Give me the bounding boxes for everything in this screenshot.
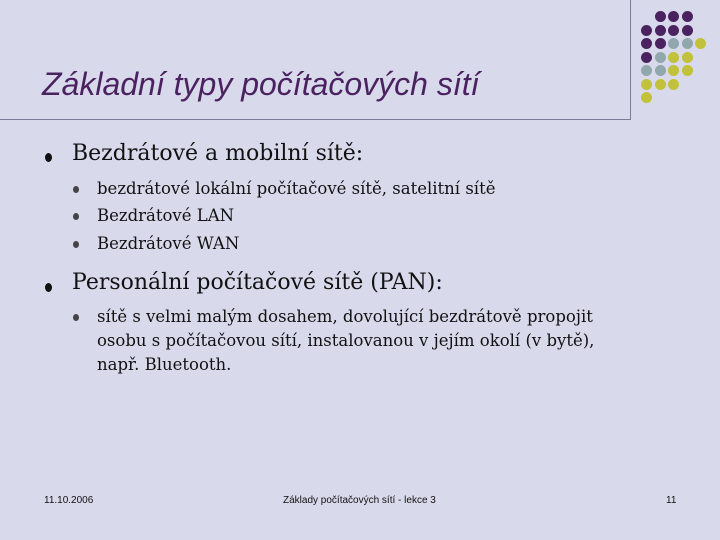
vertical-rule (630, 0, 631, 120)
footer-title: Základy počítačových sítí - lekce 3 (283, 495, 436, 506)
bullet-icon (45, 153, 52, 162)
sub-bullet-icon (73, 186, 79, 193)
list-item: Bezdrátové LAN (97, 206, 235, 225)
decorative-dot (668, 79, 679, 90)
list-item-line: sítě s velmi malým dosahem, dovolující bezdrátově propojit (97, 307, 593, 326)
decorative-dot (641, 52, 652, 63)
title-divider (0, 119, 630, 120)
decorative-dot (655, 25, 666, 36)
decorative-dot (682, 38, 693, 49)
decorative-dot (641, 25, 652, 36)
sub-bullet-icon (73, 314, 79, 321)
page-number: 11 (666, 495, 677, 506)
slide-title: Základní typy počítačových sítí (42, 66, 480, 102)
sub-bullet-icon (73, 241, 79, 248)
decorative-dot (655, 52, 666, 63)
decorative-dot (668, 11, 679, 22)
list-item-line: např. Bluetooth. (97, 355, 232, 374)
sub-bullet-icon (73, 213, 79, 220)
list-item: Bezdrátové WAN (97, 234, 240, 253)
list-item-line: osobu s počítačovou sítí, instalovanou v jejím okolí (v bytě), (97, 331, 595, 350)
list-item: bezdrátové lokální počítačové sítě, satelitní sítě (97, 179, 496, 198)
decorative-dot (682, 65, 693, 76)
decorative-dot (668, 25, 679, 36)
bullet-icon (45, 283, 52, 292)
decorative-dot (682, 11, 693, 22)
decorative-dot (641, 38, 652, 49)
decorative-dot (668, 38, 679, 49)
decorative-dot-grid (641, 11, 711, 106)
decorative-dot (682, 25, 693, 36)
decorative-dot (682, 52, 693, 63)
decorative-dot (695, 38, 706, 49)
decorative-dot (668, 65, 679, 76)
decorative-dot (655, 79, 666, 90)
footer-date: 11.10.2006 (44, 495, 94, 506)
section-heading: Bezdrátové a mobilní sítě: (72, 141, 364, 166)
section-heading: Personální počítačové sítě (PAN): (72, 270, 443, 295)
decorative-dot (655, 38, 666, 49)
decorative-dot (641, 79, 652, 90)
decorative-dot (641, 65, 652, 76)
decorative-dot (668, 52, 679, 63)
decorative-dot (641, 92, 652, 103)
decorative-dot (655, 11, 666, 22)
decorative-dot (655, 65, 666, 76)
